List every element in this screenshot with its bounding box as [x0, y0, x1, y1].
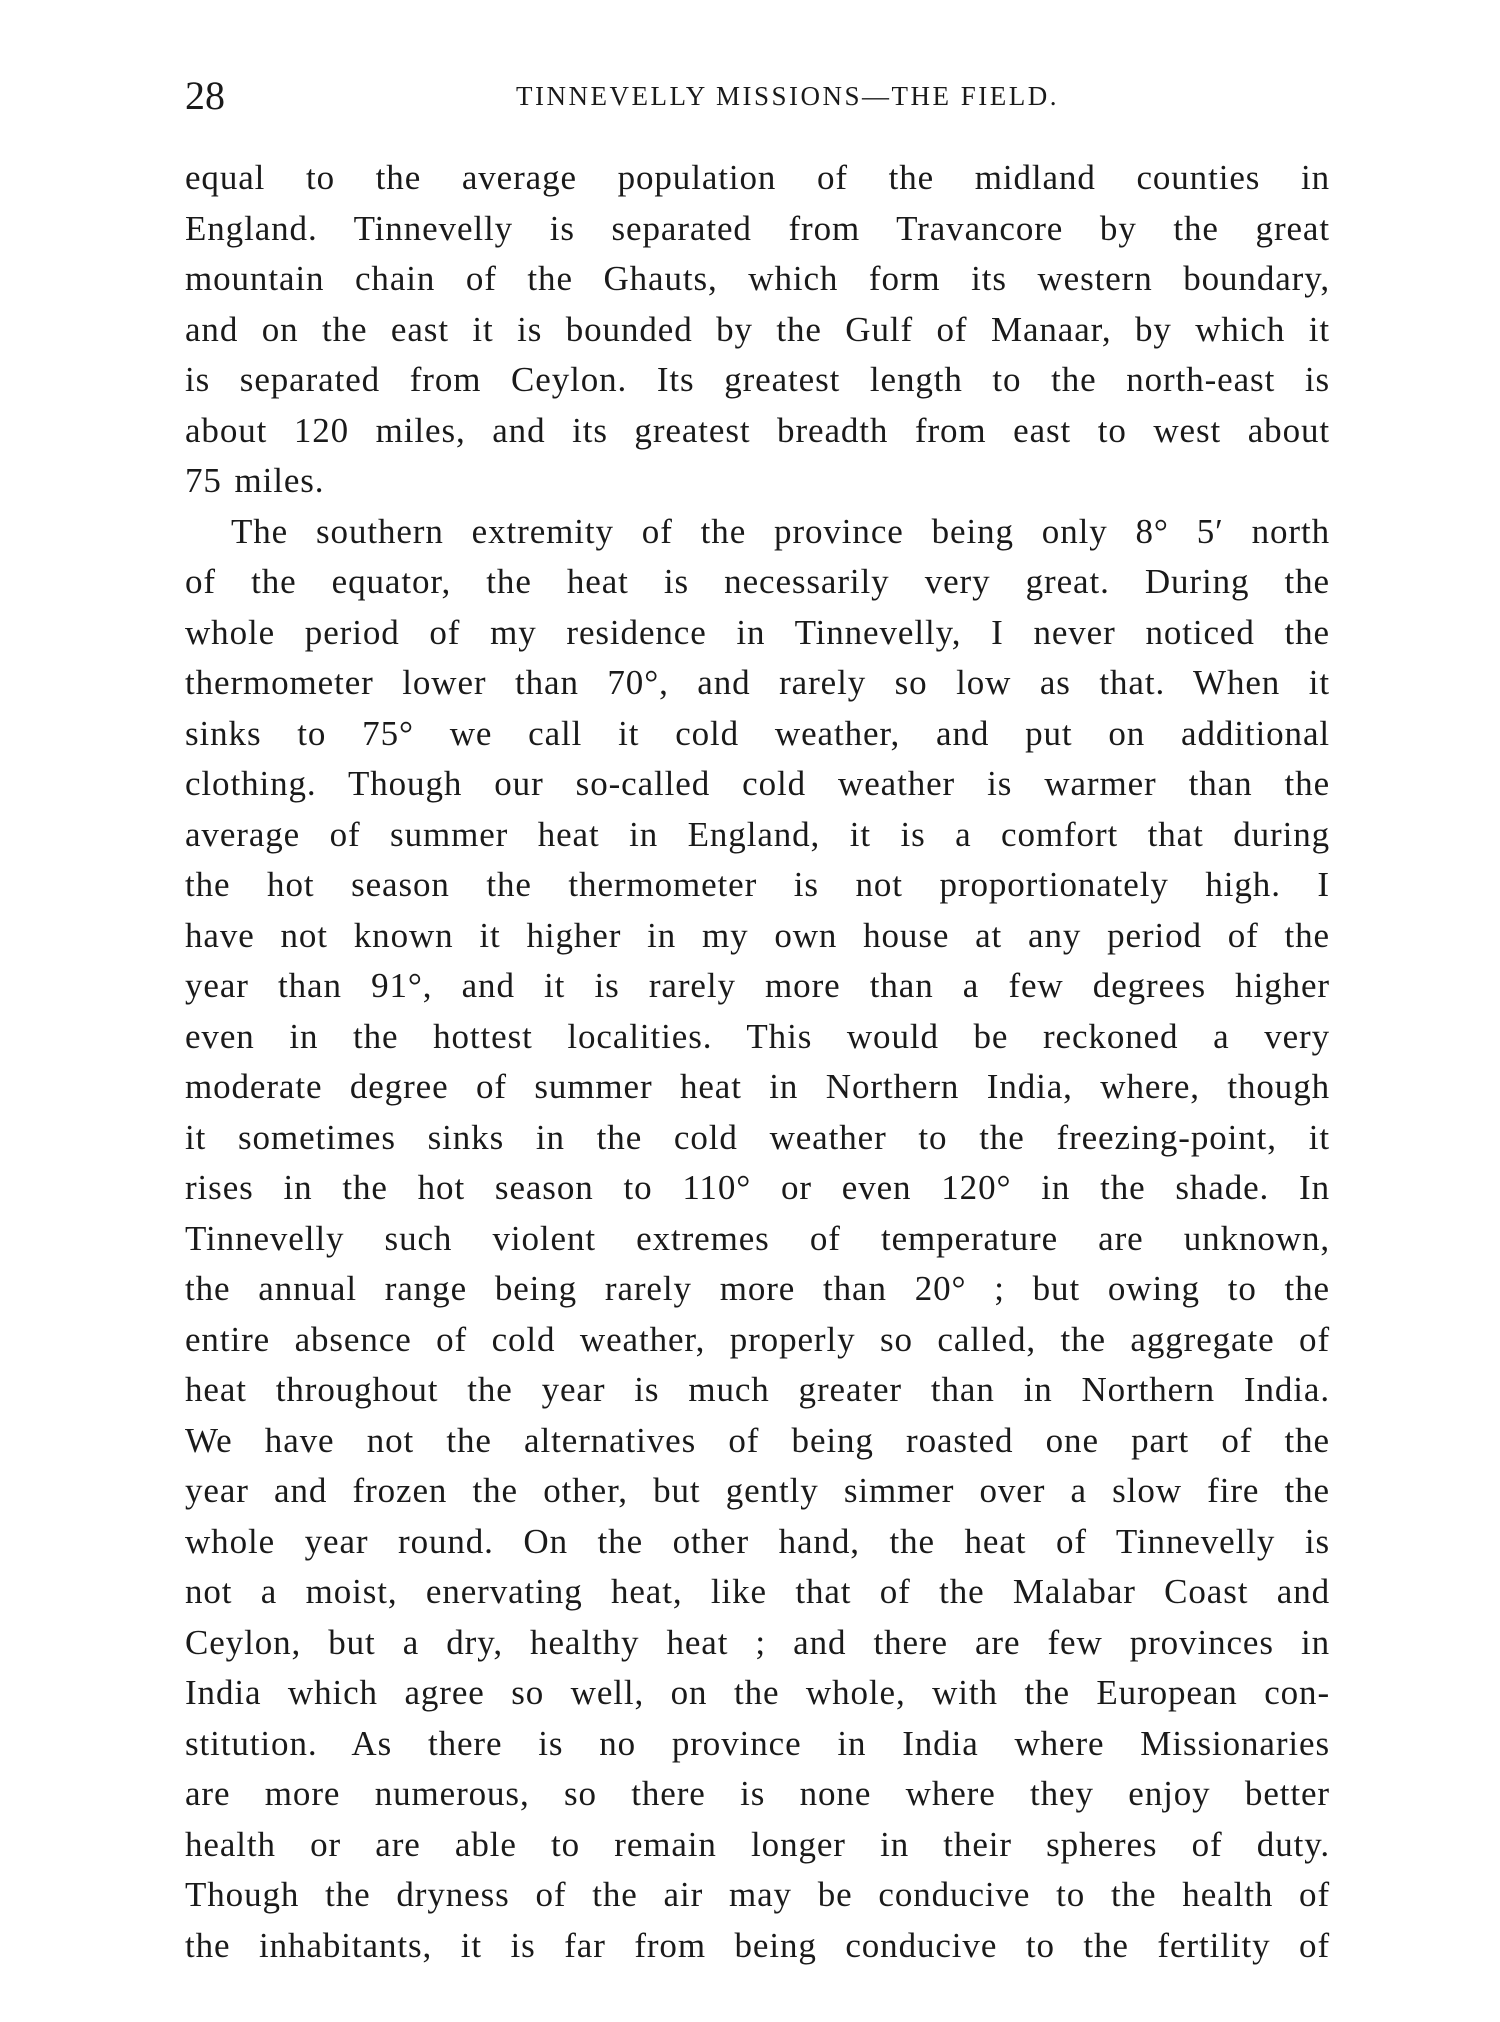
text-line: clothing. Though our so-called cold weather is warmer than the	[185, 764, 1330, 803]
running-title: TINNEVELLY MISSIONS—THE FIELD.	[515, 81, 1059, 111]
text-line: India which agree so well, on the whole, with the European con-	[185, 1673, 1330, 1712]
text-line: average of summer heat in England, it is a comfort that during	[185, 814, 1330, 854]
text-line: rises in the hot season to 110° or even 120° in the shade. In	[185, 1168, 1330, 1207]
text-line: and on the east it is bounded by the Gulf of Manaar, by which it	[185, 309, 1330, 349]
paragraph	[185, 153, 1330, 507]
text-line: have not known it higher in my own house at any period of the	[185, 915, 1330, 955]
text-line: whole period of my residence in Tinnevelly, I never noticed the	[185, 612, 1330, 652]
text-line: Tinnevelly such violent extremes of temperature are unknown,	[185, 1218, 1330, 1258]
text-line: England. Tinnevelly is separated from Travancore by the great	[185, 208, 1330, 248]
text-line: stitution. As there is no province in India where Missionaries	[185, 1723, 1330, 1763]
text-line: thermometer lower than 70°, and rarely so low as that. When it	[185, 663, 1330, 702]
text-line: sinks to 75° we call it cold weather, and put on additional	[185, 713, 1330, 753]
text-line: The southern extremity of the province being only 8° 5′ north	[231, 511, 1330, 551]
body-text	[185, 153, 1330, 2022]
text-line: 75 miles.	[185, 461, 325, 500]
page-number: 28	[185, 73, 225, 118]
text-line: the annual range being rarely more than 20° ; but owing to the	[185, 1269, 1330, 1308]
text-line: is separated from Ceylon. Its greatest length to the north-east is	[185, 360, 1330, 399]
text-line: We have not the alternatives of being roasted one part of the	[185, 1420, 1330, 1460]
text-line: it sometimes sinks in the cold weather to the freezing-point, it	[185, 1117, 1330, 1157]
text-line: not a moist, enervating heat, like that of the Malabar Coast and	[185, 1572, 1330, 1611]
running-head	[185, 66, 1330, 126]
text-line: year than 91°, and it is rarely more than a few degrees higher	[185, 966, 1330, 1005]
text-line: about 120 miles, and its greatest breadth from east to west about	[185, 410, 1330, 450]
text-line: the hot season the thermometer is not proportionately high. I	[185, 865, 1330, 904]
text-line: even in the hottest localities. This would be reckoned a very	[185, 1016, 1330, 1056]
text-line: year and frozen the other, but gently simmer over a slow fire the	[185, 1471, 1330, 1510]
text-line: moderate degree of summer heat in Northern India, where, though	[185, 1067, 1330, 1106]
text-line: heat throughout the year is much greater than in Northern India.	[185, 1370, 1330, 1409]
text-line: are more numerous, so there is none where they enjoy better	[185, 1774, 1330, 1813]
text-line: of the equator, the heat is necessarily very great. During the	[185, 562, 1330, 601]
text-line: whole year round. On the other hand, the heat of Tinnevelly is	[185, 1521, 1330, 1561]
text-line: health or are able to remain longer in their spheres of duty.	[185, 1824, 1330, 1864]
text-line: the inhabitants, it is far from being conducive to the fertility of	[185, 1925, 1330, 1965]
paragraph	[185, 507, 1330, 2022]
text-line: entire absence of cold weather, properly so called, the aggregate of	[185, 1319, 1330, 1359]
text-line: equal to the average population of the midland counties in	[185, 158, 1330, 197]
text-line: mountain chain of the Ghauts, which form its western boundary,	[185, 259, 1330, 298]
text-line: Ceylon, but a dry, healthy heat ; and there are few provinces in	[185, 1622, 1330, 1662]
text-line: Though the dryness of the air may be conducive to the health of	[185, 1875, 1330, 1914]
text-line	[185, 1971, 1330, 2022]
